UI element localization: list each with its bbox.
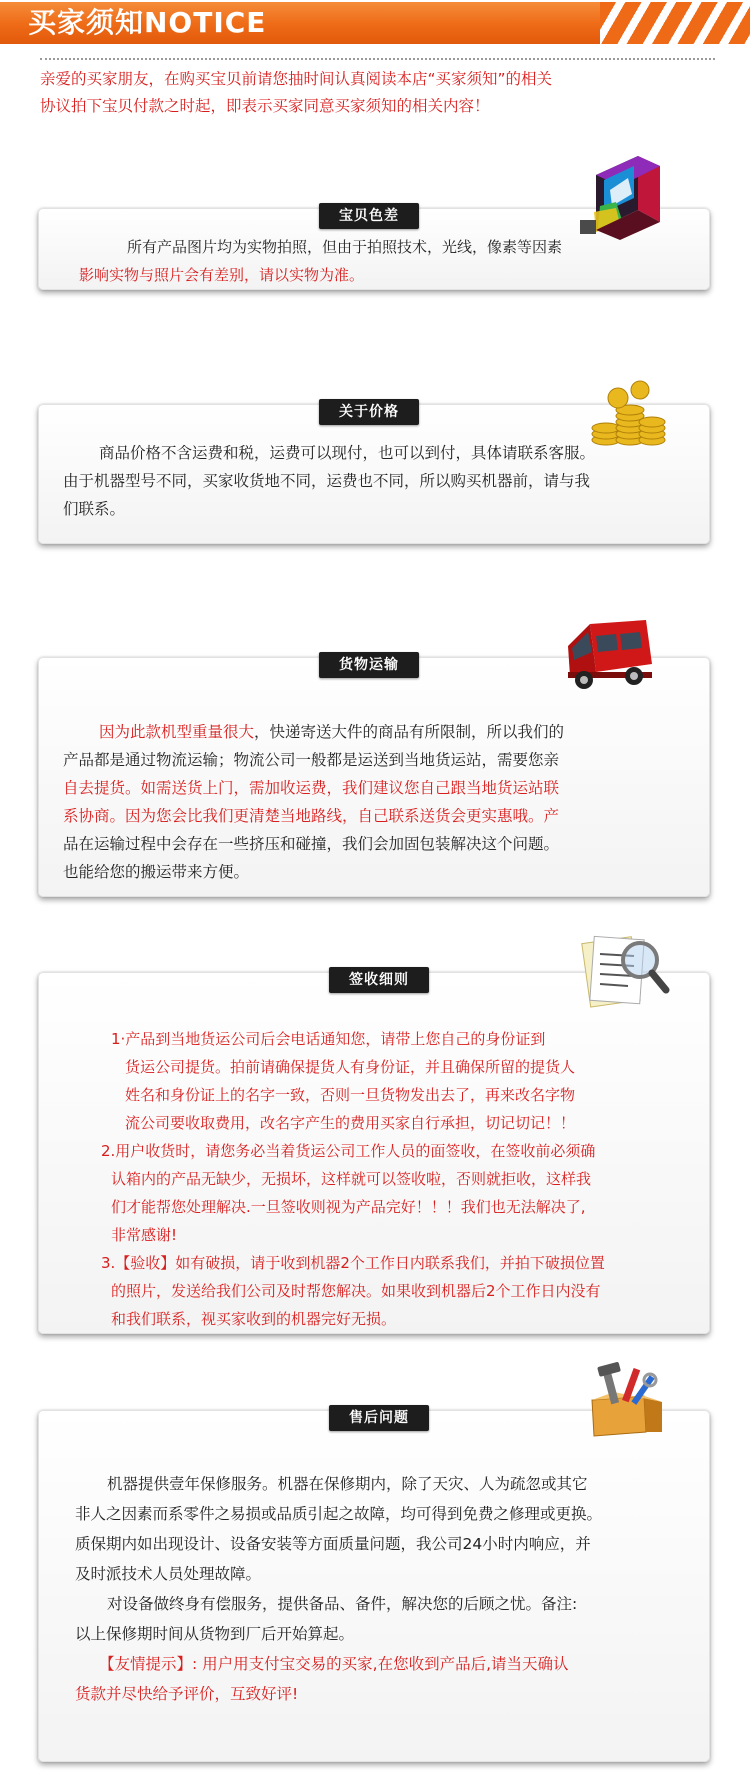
body-line: 对设备做终身有偿服务，提供备品、备件，解决您的后顾之忧。备注: (107, 1595, 578, 1613)
section-body (59, 439, 699, 523)
gold-coins-icon (586, 374, 668, 450)
body-line: 以上保修期时间从货物到厂后开始算起。 (75, 1625, 355, 1643)
section-after-sales (38, 1410, 710, 1762)
body-line: 非人之因素而系零件之易损或品质引起之故障，均可得到免费之修理或更换。 (75, 1505, 603, 1523)
section-body (59, 1025, 699, 1333)
friendly-tip: 【友情提示】: 用户用支付宝交易的买家,在您收到产品后,请当天确认 (99, 1655, 569, 1673)
section-title: 货物运输 (319, 652, 419, 678)
body-line: 们才能帮您处理解决.一旦签收则视为产品完好！！！我们也无法解决了, (111, 1198, 586, 1216)
toolbox-icon (584, 1362, 668, 1440)
body-line: 影响实物与照片会有差别，请以实物为准。 (79, 266, 365, 284)
body-line: 品在运输过程中会存在一些挤压和碰撞，我们会加固包装解决这个问题。 (63, 835, 560, 853)
body-line: 认箱内的产品无缺少，无损坏，这样就可以签收啦，否则就拒收，这样我 (111, 1170, 592, 1188)
section-title: 售后问题 (329, 1405, 429, 1431)
section-title: 关于价格 (319, 399, 419, 425)
body-line: 质保期内如出现设计、设备安装等方面质量问题，我公司24小时内响应，并 (75, 1535, 591, 1553)
body-line: 由于机器型号不同，买家收货地不同，运费也不同，所以购买机器前，请与我 (63, 472, 591, 490)
receipt-item-2: 2.用户收货时，请您务必当着货运公司工作人员的面签收，在签收前必须确 (101, 1142, 596, 1160)
header-stripes (600, 2, 750, 44)
section-title: 宝贝色差 (319, 203, 419, 229)
receipt-item-3: 3.【验收】如有破损，请于收到机器2个工作日内联系我们，并拍下破损位置 (101, 1254, 605, 1272)
body-line: 所有产品图片均为实物拍照，但由于拍照技术，光线，像素等因素 (127, 238, 563, 256)
document-magnifier-icon (580, 930, 670, 1012)
body-line: 系协商。因为您会比我们更清楚当地路线，自己联系送货会更实惠哦。产 (63, 807, 560, 825)
section-title: 签收细则 (329, 967, 429, 993)
body-line: 和我们联系，视买家收到的机器完好无损。 (111, 1310, 397, 1328)
intro-line: 协议拍下宝贝付款之时起，即表示买家同意买家须知的相关内容！ (40, 97, 490, 115)
body-line: 机器提供壹年保修服务。机器在保修期内，除了天灾、人为疏忽或其它 (107, 1475, 588, 1493)
body-line: 非常感谢! (111, 1226, 178, 1244)
body-line: 的照片，发送给我们公司及时帮您解决。如果收到机器后2个工作日内没有 (111, 1282, 601, 1300)
intro-line: 亲爱的买家朋友，在购买宝贝前请您抽时间认真阅读本店“买家须知”的相关 (40, 70, 553, 88)
delivery-truck-icon (560, 616, 660, 696)
body-line: 货款并尽快给予评价，互致好评! (75, 1685, 299, 1703)
intro-divider (40, 58, 715, 60)
section-receipt-rules (38, 972, 710, 1334)
body-line: 产品都是通过物流运输；物流公司一般都是运送到当地货运站，需要您亲 (63, 751, 560, 769)
body-line: 商品价格不含运费和税，运费可以现付，也可以到付，具体请联系客服。 (99, 444, 596, 462)
intro-text (40, 66, 715, 120)
notice-header (0, 0, 750, 46)
receipt-item-1: 1·产品到当地货运公司后会电话通知您，请带上您自己的身份证到 (111, 1030, 546, 1048)
body-line: 也能给您的搬运带来方便。 (63, 863, 250, 881)
body-line: 们联系。 (63, 500, 126, 518)
body-line: 及时派技术人员处理故障。 (75, 1565, 262, 1583)
body-line: 自去提货。如需送货上门，需加收运费，我们建议您自己跟当地货运站联 (63, 779, 560, 797)
body-line: 姓名和身份证上的名字一致，否则一旦货物发出去了，再来改名字物 (125, 1086, 576, 1104)
3d-box-icon (576, 150, 666, 245)
body-line: 货运公司提货。拍前请确保提货人有身份证，并且确保所留的提货人 (125, 1058, 576, 1076)
section-body (59, 718, 699, 886)
body-line: 流公司要收取费用，改名字产生的费用买家自行承担，切记切记！！ (125, 1114, 576, 1132)
page-title: 买家须知NOTICE (28, 6, 267, 39)
section-body (59, 1469, 699, 1709)
body-line: 因为此款机型重量很大，快递寄送大件的商品有所限制，所以我们的 (99, 723, 565, 741)
